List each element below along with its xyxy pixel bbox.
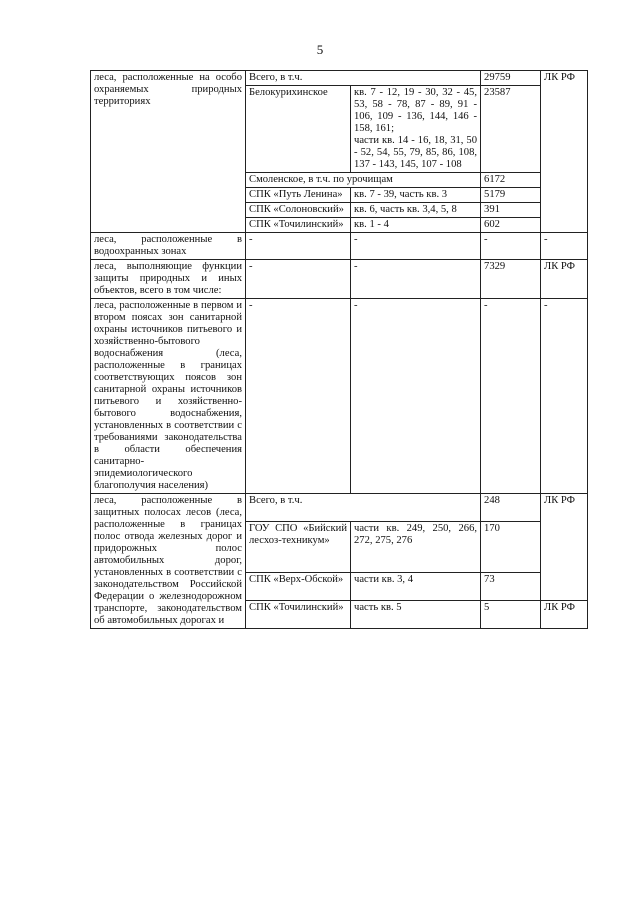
quarters-cell: часть кв. 5 — [351, 600, 481, 628]
quarters-cell: кв. 7 - 12, 19 - 30, 32 - 45, 53, 58 - 78, 87 - 89, 91 - 106, 109 - 136, 144, 146 - 158, 161; части кв. 14 - 16, 18, 31, 50 - 52, 54, 55, 79, 85, 86, 108, 137 - 143, 145, 107 - 108 — [351, 86, 481, 173]
category-cell: леса, выполняющие функции защиты природных и иных объектов, всего в том числе: — [91, 260, 246, 299]
table-row — [91, 494, 588, 522]
location-cell: - — [246, 299, 351, 494]
category-cell: леса, расположенные в водоохранных зонах — [91, 233, 246, 260]
area-cell: - — [481, 233, 541, 260]
area-cell: 391 — [481, 203, 541, 218]
area-cell: 170 — [481, 522, 541, 573]
table-row — [91, 233, 588, 260]
document-cell: ЛК РФ — [541, 260, 588, 299]
location-cell: ГОУ СПО «Бийский лесхоз-техникум» — [246, 522, 351, 573]
location-cell: СПК «Точилинский» — [246, 218, 351, 233]
page-number: 5 — [316, 42, 324, 57]
quarters-cell: - — [351, 260, 481, 299]
area-cell: 5179 — [481, 188, 541, 203]
category-cell: леса, расположенные в первом и втором поясах зон санитарной охраны источников питьевого и хозяйственно-бытового водоснабжения (леса, расположенные в границах соответствующих поясов зон санитарной охраны источников питьевого и хозяйственно-бытового водоснабжения, установленных в соответствии с требованиями законодательства в области обеспечения санитарно-эпидемиологического благополучия населения) — [91, 299, 246, 494]
table-row — [91, 299, 588, 494]
area-cell: 23587 — [481, 86, 541, 173]
location-cell: Всего, в т.ч. — [246, 71, 481, 86]
document-cell: - — [541, 233, 588, 260]
location-cell: СПК «Верх-Обской» — [246, 572, 351, 600]
location-cell: - — [246, 233, 351, 260]
location-cell: - — [246, 260, 351, 299]
document-cell: ЛК РФ — [541, 600, 588, 628]
location-cell: СПК «Солоновский» — [246, 203, 351, 218]
area-cell: 5 — [481, 600, 541, 628]
category-cell: леса, расположенные в защитных полосах лесов (леса, расположенные в границах полос отвода железных дорог и придорожных полос автомобильных дорог, установленных в соответствии с законодательством Российской Федерации о железнодорожном транспорте, законодательством об автомобильных дорогах и — [91, 494, 246, 629]
category-cell: леса, расположенные на особо охраняемых природных территориях — [91, 71, 246, 233]
location-cell: СПК «Путь Ленина» — [246, 188, 351, 203]
quarters-cell: части кв. 3, 4 — [351, 572, 481, 600]
quarters-cell: - — [351, 233, 481, 260]
area-cell: 6172 — [481, 173, 541, 188]
location-cell: Всего, в т.ч. — [246, 494, 481, 522]
quarters-cell: части кв. 249, 250, 266, 272, 275, 276 — [351, 522, 481, 573]
area-cell: 73 — [481, 572, 541, 600]
table-row — [91, 71, 588, 86]
quarters-cell: кв. 1 - 4 — [351, 218, 481, 233]
area-cell: 248 — [481, 494, 541, 522]
document-cell: ЛК РФ — [541, 494, 588, 601]
table-row — [91, 260, 588, 299]
location-cell: Смоленское, в т.ч. по урочищам — [246, 173, 481, 188]
area-cell: - — [481, 299, 541, 494]
area-cell: 7329 — [481, 260, 541, 299]
location-cell: Белокурихинское — [246, 86, 351, 173]
area-cell: 602 — [481, 218, 541, 233]
document-cell: ЛК РФ — [541, 71, 588, 233]
quarters-cell: - — [351, 299, 481, 494]
quarters-cell: кв. 7 - 39, часть кв. 3 — [351, 188, 481, 203]
location-cell: СПК «Точилинский» — [246, 600, 351, 628]
quarters-cell: кв. 6, часть кв. 3,4, 5, 8 — [351, 203, 481, 218]
forest-category-table — [90, 70, 587, 629]
area-cell: 29759 — [481, 71, 541, 86]
document-cell: - — [541, 299, 588, 494]
